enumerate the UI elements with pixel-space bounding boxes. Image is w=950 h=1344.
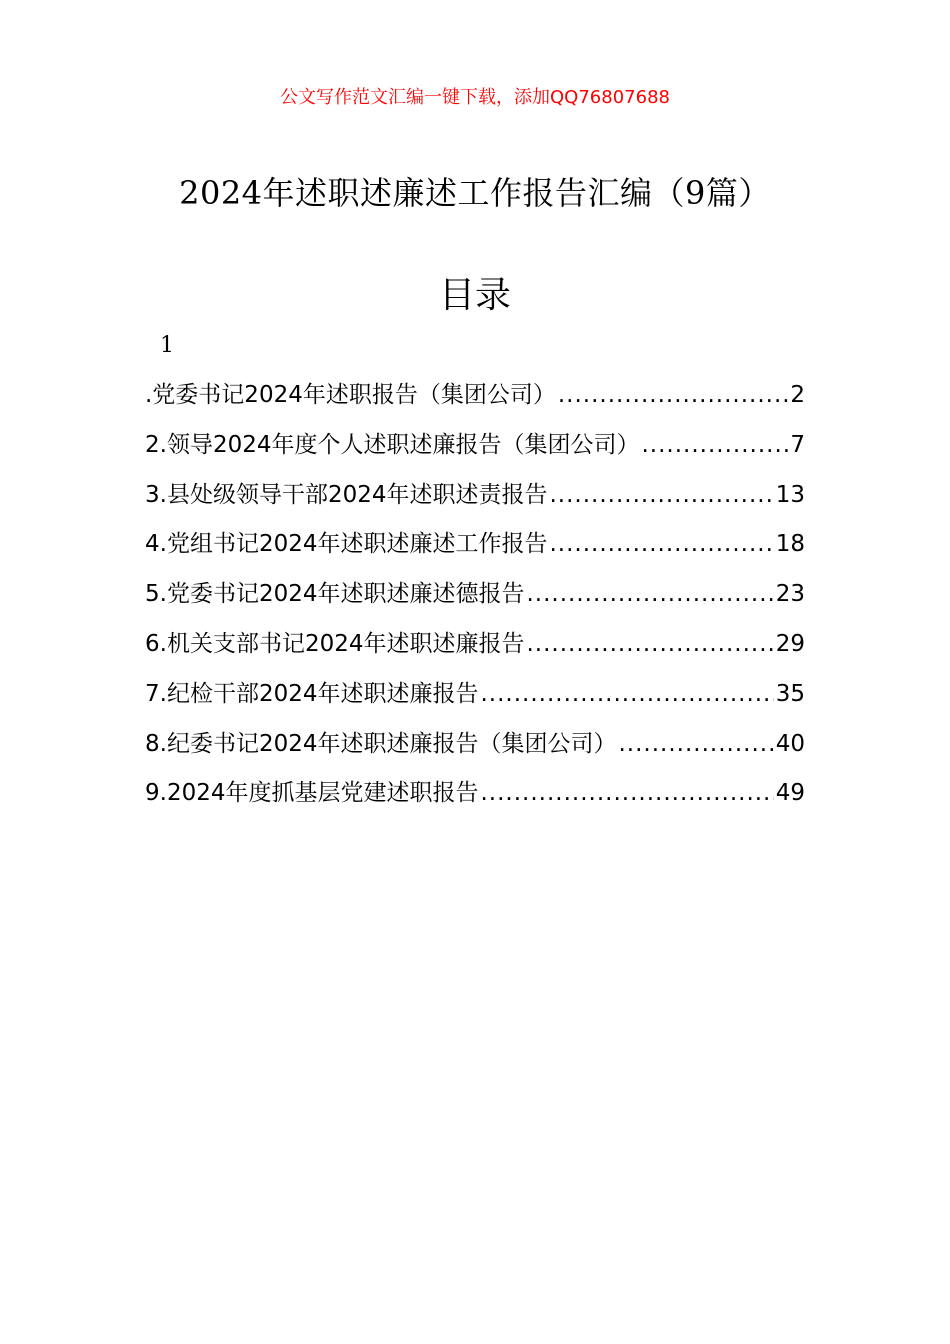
toc-dot-leader (641, 421, 788, 471)
toc-dot-leader (526, 620, 773, 670)
toc-dot-leader (549, 520, 773, 570)
toc-entry[interactable] (145, 421, 805, 471)
toc-dot-leader (526, 570, 773, 620)
toc-entry-page: 40 (775, 730, 805, 757)
toc-entry-title: 7.纪检干部2024年述职述廉报告 (145, 680, 479, 707)
toc-entry-title: 9.2024年度抓基层党建述职报告 (145, 780, 479, 807)
toc-entry[interactable] (145, 471, 805, 521)
toc-entry-title: 6.机关支部书记2024年述职述廉报告 (145, 630, 525, 657)
toc-dot-leader (558, 371, 789, 421)
toc-entry-title: 8.纪委书记2024年述职述廉报告（集团公司） (145, 730, 617, 757)
toc-entry-page: 13 (775, 481, 805, 508)
toc-entry-title: 2.领导2024年度个人述职述廉报告（集团公司） (145, 431, 640, 458)
toc-dot-leader (549, 471, 773, 521)
stray-list-number: 1 (160, 333, 174, 358)
toc-heading: 目录 (438, 275, 511, 316)
toc-entry-title: 5.党委书记2024年述职述廉述德报告 (145, 581, 525, 608)
toc-entry-page: 2 (790, 382, 805, 408)
toc-entry[interactable] (145, 670, 805, 720)
toc-dot-leader (618, 720, 773, 770)
toc-entry-title: 3.县处级领导干部2024年述职述责报告 (145, 481, 548, 508)
toc-entry-page: 35 (775, 680, 805, 707)
toc-entry[interactable] (145, 620, 805, 670)
toc-entry[interactable] (145, 371, 805, 421)
toc-entry-page: 49 (775, 780, 805, 807)
toc-dot-leader (480, 670, 773, 720)
toc-entry-page: 23 (775, 581, 805, 608)
toc-entry[interactable] (145, 570, 805, 620)
toc-entry[interactable] (145, 720, 805, 770)
toc-entry-page: 29 (775, 630, 805, 657)
toc-entry-page: 7 (790, 431, 805, 458)
toc-entry-title: 4.党组书记2024年述职述廉述工作报告 (145, 531, 548, 558)
toc-entry[interactable] (145, 520, 805, 570)
download-promo-note: 公文写作范文汇编一键下载，添加QQ76807688 (280, 87, 670, 108)
toc-entry-title: .党委书记2024年述职报告（集团公司） (145, 382, 556, 408)
toc-dot-leader (480, 769, 773, 819)
table-of-contents (145, 371, 805, 819)
toc-entry[interactable] (145, 769, 805, 819)
toc-entry-page: 18 (775, 531, 805, 558)
document-title: 2024年述职述廉述工作报告汇编（9篇） (179, 174, 771, 212)
